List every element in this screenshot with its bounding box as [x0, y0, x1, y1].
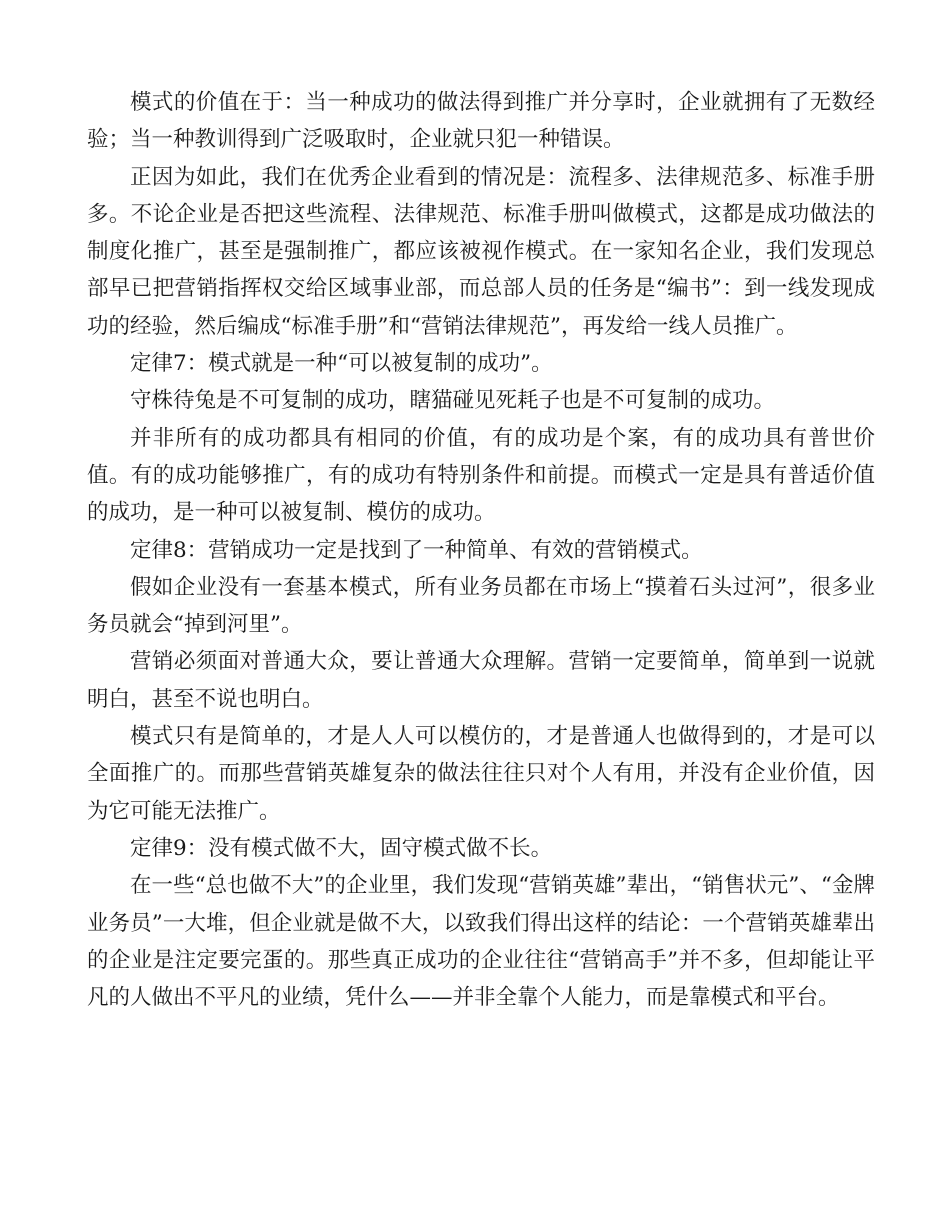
- paragraph-model-value: 模式的价值在于：当一种成功的做法得到推广并分享时，企业就拥有了无数经验；当一种教训得到广泛吸取时，企业就只犯一种错误。: [87, 90, 875, 153]
- paragraph-basic-model: 假如企业没有一套基本模式，所有业务员都在市场上“摸着石头过河”，很多业务员就会“掉到河里”。: [87, 574, 875, 638]
- paragraph-uncopyable-success: 守株待兔是不可复制的成功，瞎猫碰见死耗子也是不可复制的成功。: [130, 388, 776, 414]
- paragraph-law-8: 定律8：营销成功一定是找到了一种简单、有效的营销模式。: [130, 537, 703, 563]
- paragraph-simple-marketing: 营销必须面对普通大众，要让普通大众理解。营销一定要简单，简单到一说就明白，甚至不说也明白。: [87, 649, 875, 712]
- paragraph-law-7: 定律7：模式就是一种“可以被复制的成功”。: [130, 351, 553, 377]
- document-body: [87, 84, 875, 1016]
- paragraph-universal-value: 并非所有的成功都具有相同的价值，有的成功是个案，有的成功具有普世价值。有的成功能够推广，有的成功有特别条件和前提。而模式一定是具有普适价值的成功，是一种可以被复制、模仿的成功。: [87, 425, 875, 526]
- paragraph-law-9: 定律9：没有模式做不大，固守模式做不长。: [130, 835, 553, 861]
- paragraph-excellent-companies: 正因为如此，我们在优秀企业看到的情况是：流程多、法律规范多、标准手册多。不论企业是否把这些流程、法律规范、标准手册叫做模式，这都是成功做法的制度化推广，甚至是强制推广，都应该被视作模式。在一家知名企业，我们发现总部早已把营销指挥权交给区域事业部，而总部人员的任务是“编书”：到一线发现成功的经验，然后编成“标准手册”和“营销法律规范”，再发给一线人员推广。: [87, 164, 875, 339]
- paragraph-simple-model: 模式只有是简单的，才是人人可以模仿的，才是普通人也做得到的，才是可以全面推广的。而那些营销英雄复杂的做法往往只对个人有用，并没有企业价值，因为它可能无法推广。: [87, 724, 875, 824]
- paragraph-marketing-heroes: 在一些“总也做不大”的企业里，我们发现“营销英雄”辈出，“销售状元”、“金牌业务员”一大堆，但企业就是做不大，以致我们得出这样的结论：一个营销英雄辈出的企业是注定要完蛋的。那些真正成功的企业往往“营销高手”并不多，但却能让平凡的人做出不平凡的业绩，凭什么——并非全靠个人能力，而是靠模式和平台。: [87, 873, 875, 1011]
